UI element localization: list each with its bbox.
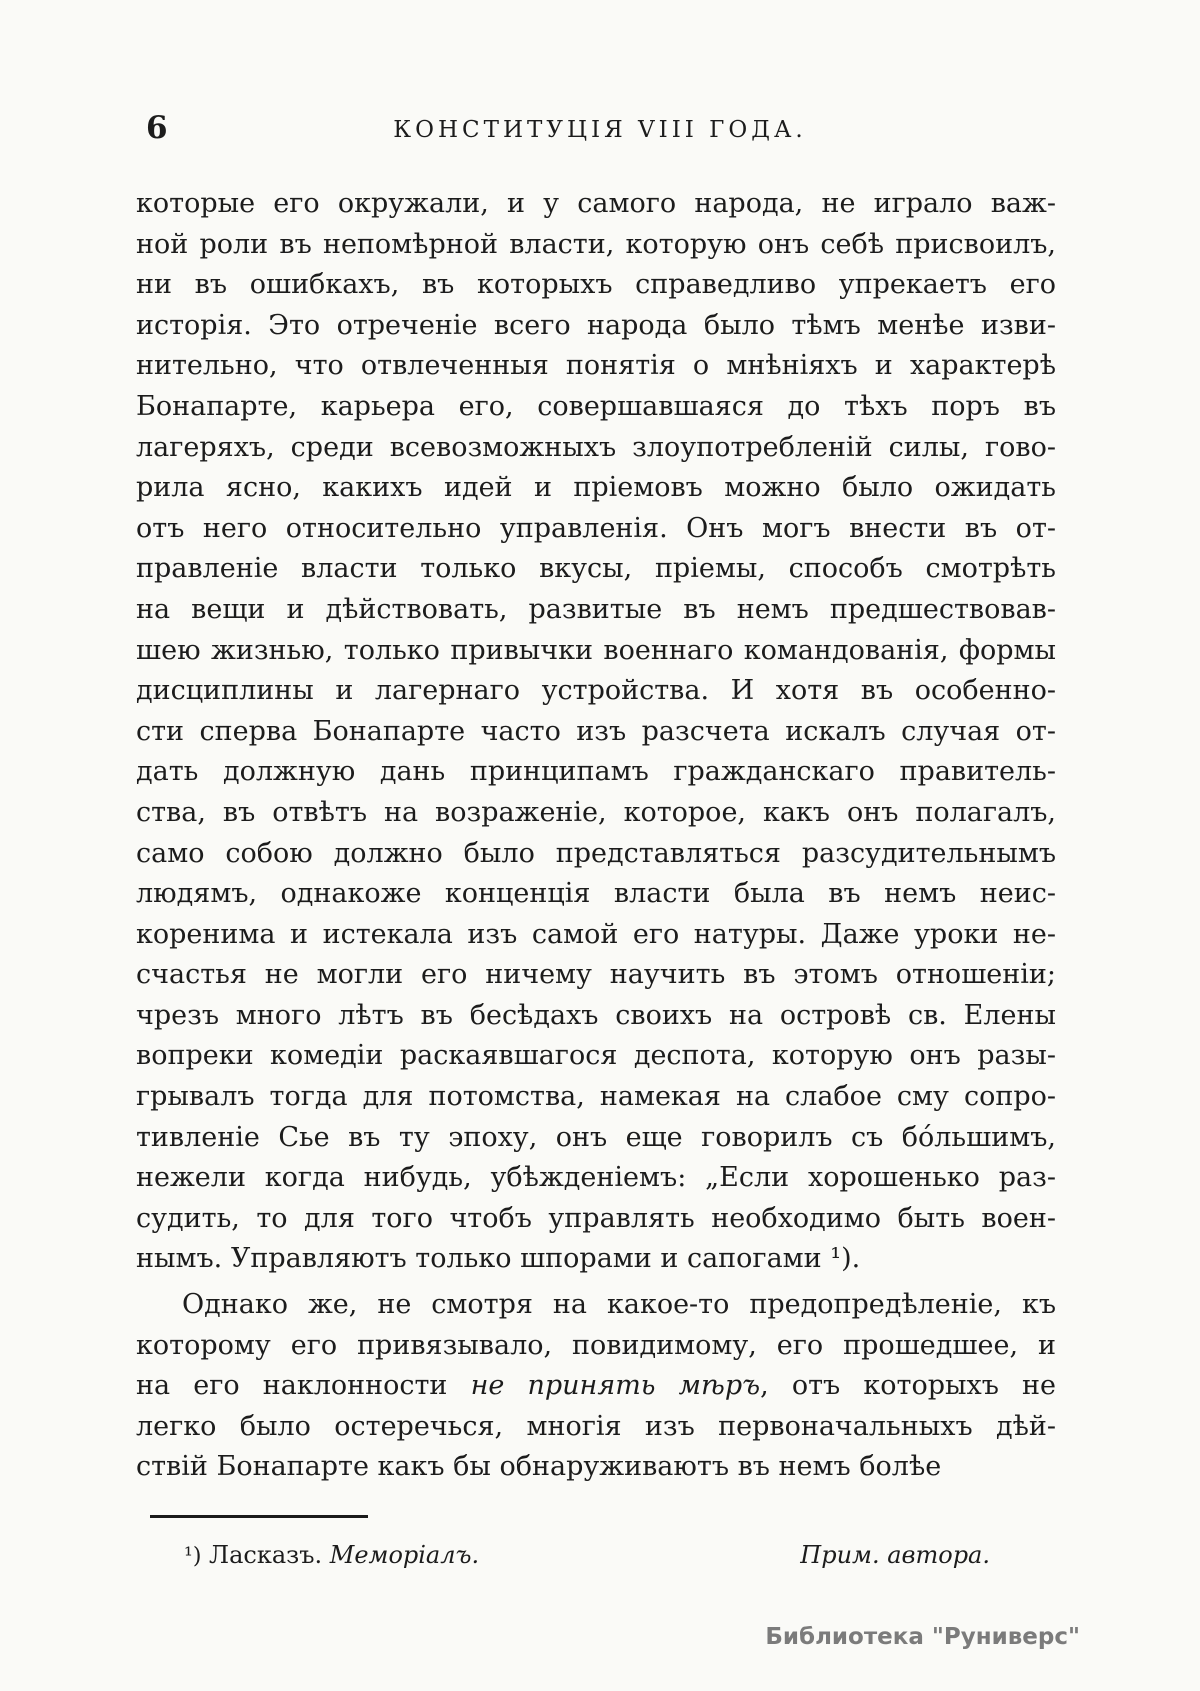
footnote-source: Ласказъ. — [209, 1541, 323, 1569]
text-line: нымъ. Управляютъ только шпорами и сапогами ¹). — [136, 1243, 861, 1275]
text-line: отъ него относительно управленія. Онъ могъ внести въ от- — [136, 512, 1056, 544]
footnote-marker: ¹) — [184, 1544, 202, 1569]
text-line: рила ясно, какихъ идей и пріемовъ можно было ожидать — [136, 472, 1056, 504]
text-line: Бонапарте, карьера его, совершавшаяся до тѣхъ поръ въ — [136, 390, 1056, 422]
text-line: которые его окружали, и у самого народа, не играло важ- — [136, 188, 1056, 219]
text-line: дисциплины и лагернаго устройства. И хотя въ особенно- — [136, 675, 1056, 707]
text-line: нительно, что отвлеченныя понятія о мнѣніяхъ и характерѣ — [136, 350, 1056, 382]
text-line: чрезъ много лѣтъ въ бесѣдахъ своихъ на островѣ св. Елены — [136, 999, 1056, 1031]
running-title: КОНСТИТУЦІЯ VIII ГОДА. — [393, 117, 807, 143]
text-line: легко было остеречься, многія изъ первоначальныхъ дѣй- — [136, 1410, 1056, 1442]
footnote-work-title: Меморіалъ. — [329, 1541, 480, 1569]
text-line: сти сперва Бонапарте часто изъ разсчета искалъ случая от- — [136, 715, 1056, 747]
text-line: людямъ, однакоже конценція власти была въ немъ неис- — [136, 878, 1056, 910]
text-line: лагеряхъ, среди всевозможныхъ злоупотребленій силы, гово- — [136, 431, 1056, 463]
text-line: Однако же, не смотря на какое-то предопредѣленіе, къ — [182, 1289, 1056, 1321]
text-line: ствій Бонапарте какъ бы обнаруживаютъ въ немъ болѣе — [136, 1451, 942, 1483]
footnote-divider — [150, 1515, 368, 1518]
text-line: ной роли въ непомѣрной власти, которую онъ себѣ присвоилъ, — [136, 228, 1056, 260]
footnote — [136, 1538, 1056, 1574]
text-line: дать должную дань принципамъ гражданскаго правитель- — [136, 756, 1056, 788]
text-line: на вещи и дѣйствовать, развитые въ немъ предшествовав- — [136, 593, 1056, 625]
text-segment: , отъ которыхъ не — [760, 1370, 1056, 1402]
text-line: правленіе власти только вкусы, пріемы, способъ смотрѣть — [136, 553, 1056, 585]
text-line: само собою должно было представляться разсудительнымъ — [136, 837, 1056, 869]
text-line: коренима и истекала изъ самой его натуры. Даже уроки не- — [136, 918, 1056, 950]
text-line: счастья не могли его ничему научить въ этомъ отношеніи; — [136, 959, 1056, 991]
body-text — [136, 184, 1056, 1488]
text-line: грывалъ тогда для потомства, намекая на слабое сму сопро- — [136, 1081, 1056, 1113]
text-line: тивленіе Сье въ ту эпоху, онъ еще говорилъ съ бо́льшимъ, — [136, 1121, 1056, 1153]
text-line — [136, 1366, 1056, 1407]
text-segment: на его наклонности — [136, 1370, 471, 1402]
text-line: вопреки комедіи раскаявшагося деспота, которую онъ разы- — [136, 1040, 1056, 1072]
text-line: ства, въ отвѣтъ на возраженіе, которое, какъ онъ полагалъ, — [136, 796, 1056, 828]
watermark: Библиотека "Руниверс" — [765, 1624, 1080, 1650]
text-line: ни въ ошибкахъ, въ которыхъ справедливо упрекаетъ его — [136, 269, 1056, 301]
text-line: исторія. Это отреченіе всего народа было тѣмъ менѣе изви- — [136, 309, 1056, 341]
text-line: шею жизнью, только привычки военнаго командованія, формы — [136, 634, 1056, 666]
text-line: судить, то для того чтобъ управлять необходимо быть воен- — [136, 1202, 1056, 1234]
footnote-attribution: Прим. автора. — [800, 1541, 990, 1569]
text-line: нежели когда нибудь, убѣжденіемъ: „Если хорошенько раз- — [136, 1162, 1056, 1194]
page-number: 6 — [146, 110, 168, 146]
footnote-text — [136, 1538, 479, 1574]
text-line: которому его привязывало, повидимому, его прошедшее, и — [136, 1329, 1056, 1361]
emphasized-phrase: не принять мѣръ — [470, 1370, 761, 1402]
